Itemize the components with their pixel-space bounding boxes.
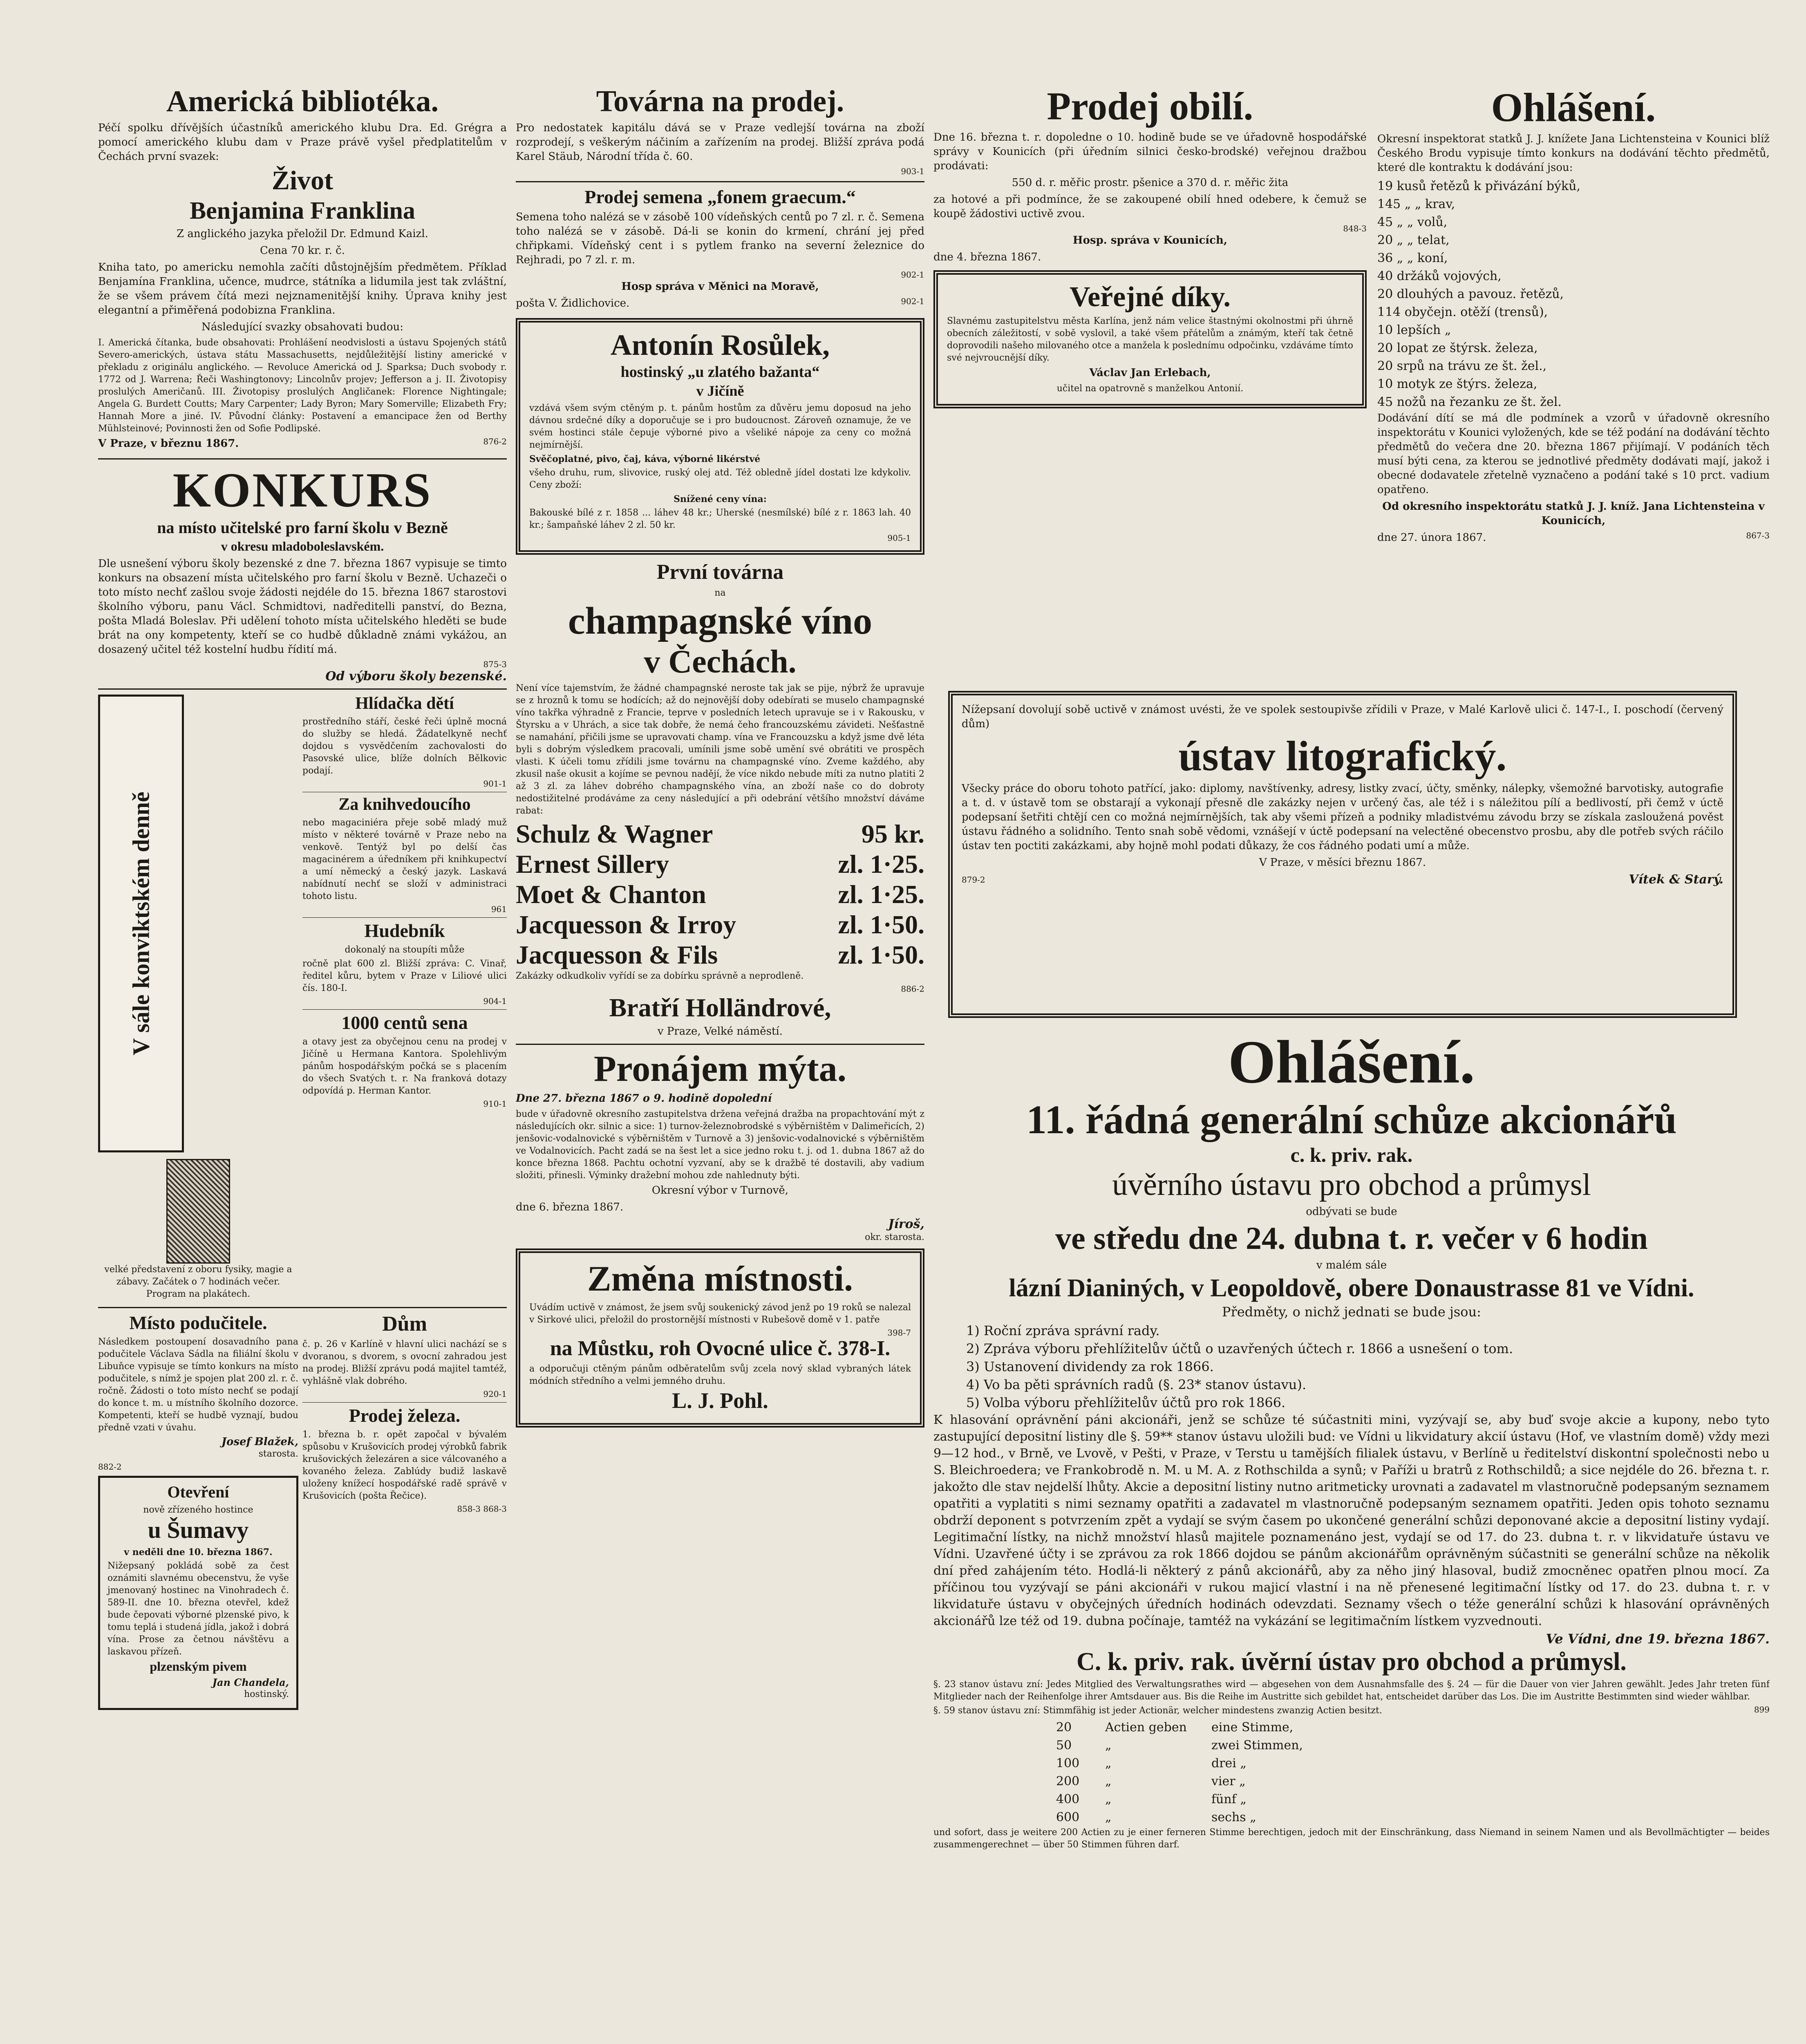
wine-price: zl. 1·25. — [838, 849, 924, 879]
divider — [302, 1009, 507, 1010]
semeno-ref-2: 902-1 — [901, 296, 924, 306]
champagne-note: Zakázky odkudkoliv vyřídí se za dobírku správně a neprodleně. — [516, 970, 804, 981]
diky-title: Veřejné díky. — [1069, 281, 1231, 313]
votes-n: 400 — [1056, 1792, 1080, 1806]
wine-price: zl. 1·25. — [838, 879, 924, 909]
column-1 — [98, 86, 507, 1716]
col1-bottom-right — [302, 1313, 507, 1716]
seno-body: a otavy jest za obyčejnou cenu na prodej v Jičíně u Hermana Kantora. Spolehlivým pánům hospodářským počká se s placením do všech Svatých t. r. Na franková dotazy odpovídá p. Herman Kantor. — [302, 1037, 507, 1096]
general-topic: 2) Zpráva výboru přehlížitelův účtů o uzavřených účtech r. 1866 a usnešení o tom. — [966, 1340, 1513, 1356]
obili-body-2: za hotové a při podmínce, že se zakoupené obilí hned odebere, k čemuž se koupě žádostivi uctivě zvou. — [933, 193, 1367, 220]
tovarna-prodej-body: Pro nedostatek kapitálu dává se v Praze vedlejší továrna na zboží rozprodejí, s veškerým náčiním a zařízením na prodej. Bližší zpráva podá Karel Stäub, Národní třída č. 60. — [516, 121, 924, 163]
myto-name: Jíroš, — [888, 1217, 924, 1232]
zmena-ad — [516, 1248, 924, 1428]
sumava-title: Otevření — [167, 1482, 229, 1501]
champagne-firm-sub: v Praze, Velké náměstí. — [657, 1025, 783, 1038]
konkurs-ad — [98, 464, 507, 684]
semeno-ref: 902-1 — [901, 269, 924, 280]
votes-a: „ — [1105, 1810, 1112, 1824]
zeleza-body: 1. března b. r. opět započal v bývalém spůsobu v Krušovicích prodej výrobků fabrik krušovických železáren a sice válcovaného a kovaného železa. Zablúdy budiž laskavě uloženy knížecí hospodářské radě správě v Krušovicích (pošta Řečice). — [302, 1430, 507, 1502]
votes-n: 50 — [1056, 1738, 1072, 1753]
rosulek-zbozi: všeho druhu, rum, slivovice, ruský olej atd. Též obledně jídel dostati lze kdykoliv. Ceny zboží: — [529, 468, 911, 491]
votes-b: fünf „ — [1211, 1792, 1247, 1806]
general-where: lázní Dianiných, v Leopoldově, obere Donaustrasse 81 ve Vídni. — [1009, 1274, 1694, 1302]
champagne-title-2: v Čechách. — [644, 643, 797, 680]
zeleza-ref: 858-3 868-3 — [457, 1504, 507, 1514]
ustav-ref: 879-2 — [962, 874, 985, 885]
ustav-body: Všecky práce do oboru tohoto patřící, jako: diplomy, navštívenky, adresy, listky zvací, účty, směnky, nálepky, všemožné barvotisky, autografie a t. d. v ústavě tom se obstarají a vykonají přesně dle zakázky nejen v určený čas, ale též i s náležitou pílí a bedlivostí, při čemž v úctě podepsaní šetřiti chtějí cen co možná nejmírnějších, tak aby všemi přízeň a podniky mladistvému závodu brzy se získala zasloužená pověst ústavu řádného a solidního. Tento snah sobě vědomi, vznášejí v úctě podepsaní na velectěné obecenstvo prosbu, aby dle potřeb svých ráčilo ústav ten poctiti zakázkami, aby hojně mohl podati důkazy, že cos řádného podati umí a může. — [962, 782, 1723, 852]
divider — [98, 458, 507, 459]
divider — [98, 1307, 507, 1308]
americka-contents-title: Následující svazky obsahovati budou: — [201, 320, 404, 333]
rosulek-sub: hostinský „u zlatého bažanta“ — [620, 363, 820, 381]
ohlaseni-item: 20 srpů na trávu ze št. žel., — [1377, 359, 1547, 373]
votes-b: vier „ — [1211, 1774, 1246, 1788]
ohlaseni-body: Okresní inspektorat statků J. J. knížete Jana Lichtensteina v Kounici blíž Českého Brodu vypisuje tímto konkurs na dodávání těchto předmětů, které dle kontraktu k dodávání jsou: — [1377, 133, 1770, 174]
wine-price: zl. 1·50. — [838, 910, 924, 939]
ohlaseni-item: 40 držáků vojových, — [1377, 269, 1502, 283]
sumava-sign-2: hostinský. — [244, 1689, 289, 1700]
votes-b: drei „ — [1211, 1756, 1247, 1771]
zmena-ref: 398-7 — [887, 1327, 911, 1338]
ustav-pre: Nížepsaní dovolují sobě uctivě v známost uvésti, že ve spolek sestoupivše zřídili v Praze, v Malé Karlově ulici č. 147-I., I. poschodí (červený dům) — [962, 704, 1723, 730]
diky-sign: Václav Jan Erlebach, — [1089, 367, 1211, 379]
ohlaseni-ad — [1377, 86, 1770, 547]
divider — [516, 181, 924, 182]
obili-items: 550 d. r. měřic prostr. pšenice a 370 d. r. měřic žita — [1012, 176, 1289, 189]
champagne-body: Není více tajemstvím, že žádné champagnské neroste tak jak se pije, nýbrž že upravuje se z hroznů k tomu se hodících; až do nejnovější doby odebírati se muselo champagnské víno takřka výhradně z Francie, teprve v posledních letech upravuje se i v Rakousku, v Štyrsku a v Uhrách, a sice tak dobře, že nemá čeho francouzskému závideti. Nešťastně se namahání, přičili jsme se upravovati champ. vína ve Francouzsku a když jsme dvě léta byli s dobrým výsledkem pracovali, umínili jsme sobě umění své obrátiti ve prospěch vlasti. K účeli tomu zřídili jsme továrnu na champagnské víno. Zveme každého, aby zkusil naše okusit a kojíme se pevnou nadějí, že více nikdo nebude míti za nutno platiti 2 až 3 zl. za láhev dobrého champagnského vína, an zboží naše co do dobroty nedostižitelné prodáváme za ceny následující a při odebrání většího množství dáváme rabat: — [516, 683, 924, 816]
sumava-sign: Jan Chandela, — [212, 1676, 289, 1689]
general-topics — [933, 1322, 1770, 1412]
diky-body: Slavnému zastupitelstvu města Karlína, jenž nám velice štastnými okolnostmi při úhrně obecních záležitostí, v sobě vyslovil, a také všem přátelům a známým, kteří tak četně doprovodili našeho milovaného otce a manžela k poslednímu odpočinku, vzdáváme tímto své nejvroucnější díky. — [947, 316, 1353, 363]
seno-ref: 910-1 — [483, 1099, 507, 1109]
general-where-pre: v malém sále — [1316, 1259, 1387, 1271]
americka-contents: I. Americká čítanka, bude obsahovati: Prohlášení neodvislosti a ústavu Spojených států Severo-amerických, ústava státu Massachusetts, nejdůležitější listiny americké v překladu z originálu anglického. — Revoluce Americká od J. Sparksa; Duch svobody r. 1772 od J. Warrena; Řeči Washingtonovy; Lincolnův projev; Jefferson a j. II. Životopisy proslulých Američanů. III. Životopisy proslulých Angličanek: Florence Nightingale; Angela G. Burdett Coutts; Mary Carpenter; Lady Byron; Mary Somerville; Elizabeth Fry; Hannah More a jiné. IV. Původní články: Postavení a emancipace žen od Berthy Mühlsteinové; Povinnosti žen od Sofie Podlipské. — [98, 337, 507, 434]
hudebnik-body: ročně plat 600 zl. Bližší zpráva: C. Vinař, ředitel kůru, bytem v Praze v Liliové ulici čís. 180-I. — [302, 959, 507, 994]
misto-sign: Josef Blažek, — [221, 1435, 298, 1448]
knihvedouci-body: nebo magaciniéra přeje sobě mladý muž místo v některé továrně v Praze nebo na venkově. Tentýž byl po delší čas magacinérem a úředníkem při knihkupectví a umí německý a český jazyk. Laskavá nabídnutí nechť se složí v administraci tohoto listu. — [302, 817, 507, 901]
votes-end: und sofort, dass je weitere 200 Actien zu je einer ferneren Stimme berechtigen, jedoch mit der Einschränkung, dass Niemand in seinem Namen und als Bevollmächtigter — beides zusammengerechnet — über 50 Stimmen führen darf. — [933, 1827, 1770, 1850]
wine-row — [516, 910, 924, 940]
hlidacka-ref: 901-1 — [483, 778, 507, 789]
general-note-1: §. 23 stanov ústavu zní: Jedes Mitglied des Verwaltungsrathes wird — abgesehen von dem Ausnahmsfalle des §. 24 — für die Dauer von vier Jahren gewählt. Jedes Jahr treten fünf Mitglieder nach der Reihenfolge ihrer Amtsdauer aus. Bis die Reihe im Austritte sich gebildet hat, entscheidet darüber das Los. Die im Austritte Bestimmten sind wieder wählbar. — [933, 1679, 1770, 1702]
col1-lower-right — [302, 695, 507, 1302]
zmena-title: Změna místnosti. — [587, 1259, 853, 1299]
obili-ad — [933, 86, 1367, 264]
americka-desc: Kniha tato, po americku nemohla začíti důstojnějším předmětem. Příklad Benjamína Franklina, učence, mudrce, státníka a lidumila jest tak zvláštní, že se všem právem čítá mezi nejznamenitější knihy. Úprava knihy jest elegantní a přiměřená podobizna Franklina. — [98, 261, 507, 316]
general-topic: 3) Ustanovení dividendy za rok 1866. — [966, 1358, 1214, 1374]
votes-b: sechs „ — [1211, 1810, 1256, 1824]
ohlaseni-items — [1377, 177, 1770, 411]
col1-lower — [98, 695, 507, 1302]
wine-row — [516, 849, 924, 879]
ohlaseni-ref: 867-3 — [1746, 531, 1770, 540]
sumava-beer: plzenským pivem — [150, 1659, 247, 1674]
ohlaseni-sign: Od okresního inspektorátu statků J. J. kníž. Jana Lichtensteina v Kounicích, — [1382, 500, 1765, 527]
wine-name: Schulz & Wagner — [516, 819, 713, 848]
divider — [98, 688, 507, 690]
general-title-2: 11. řádná generální schůze akcionářů — [1026, 1096, 1677, 1142]
zmena-addr: na Můstku, roh Ovocné ulice č. 378-I. — [550, 1336, 891, 1360]
rosulek-name: Antonín Rosůlek, — [610, 328, 830, 361]
ohlaseni-item: 36 „ „ koní, — [1377, 251, 1448, 265]
obili-date: dne 4. března 1867. — [933, 251, 1041, 263]
zmena-body: Uvádím uctivě v známost, že jsem svůj soukenický závod jenž po 19 roků se nalezal v Sirkové ulici, přeložil do prostornější místnosti v Rubešově domě v 1. patře — [529, 1302, 911, 1325]
semeno-body: Semena toho nalézá se v zásobě 100 vídeňských centů po 7 zl. r. č. Semena toho nalézá se v zásobě. Dá-li se konin do krmení, chrání jej před chřipkami. Vídeňský cent i s pytlem franko na severní železnice do Rejhradi, po 7 zl. r. m. — [516, 211, 924, 266]
americka-price: Cena 70 kr. r. č. — [260, 244, 345, 257]
ohlaseni-item: 114 obyčejn. otěží (trensů), — [1377, 305, 1548, 319]
knihvedouci-title: Za knihvedoucího — [338, 795, 471, 814]
column-2 — [516, 86, 924, 1434]
votes-n: 600 — [1056, 1810, 1080, 1824]
hudebnik-title: Hudebník — [364, 920, 445, 941]
ohlaseni-item: 20 dlouhých a pavouz. řetězů, — [1377, 287, 1564, 301]
obili-sign: Hosp. správa v Kounicích, — [1073, 234, 1227, 247]
ohlaseni-title: Ohlášení. — [1491, 86, 1656, 130]
konkurs-body: Dle usnešení výboru školy bezenské z dne 7. března 1867 vypisuje se timto konkurs na obsazení místa učitelského pro farní školu v Bezně. Uchazeči o toto místo nechť zašlou svoje žádosti nejdéle do 15. března 1867 starostovi školního výboru, panu Václ. Schmidtovi, nadředitelli panství, do Bezna, pošta Mladá Boleslav. Při udělení tohoto místa učitelského hleděti se bude brát na ony kompetenty, kteří se co hudbě důkladně známi vykážou, an dosazený učitel též kostelní hudbu řídití má. — [98, 557, 507, 656]
general-sign: C. k. priv. rak. úvěrní ústav pro obchod a průmysl. — [1076, 1647, 1627, 1676]
misto-title: Místo podučitele. — [129, 1312, 267, 1333]
general-topics-title: Předměty, o nichž jednati se bude jsou: — [1222, 1304, 1481, 1320]
general-place-date: Ve Vídni, dne 19. března 1867. — [1546, 1631, 1770, 1647]
myto-name-2: okr. starosta. — [865, 1232, 924, 1243]
rosulek-zbozi-title: Svěčoplatné, pivo, čaj, káva, výborné likérstvé — [529, 454, 761, 465]
general-ref: 899 — [1754, 1704, 1770, 1715]
misto-ref: 882-2 — [98, 1461, 122, 1472]
ohlaseni-item: 45 nožů na řezanku ze št. žel. — [1377, 395, 1562, 409]
konkurs-subtitle: na místo učitelské pro farní školu v Bezně — [157, 518, 448, 537]
obili-body: Dne 16. března t. r. dopoledne o 10. hodině bude se ve úřadovně hospodářské správy v Kounicích (při úředním silnici česko-brodské) veřejnou dražbou prodávati: — [933, 131, 1367, 172]
dum-title: Dům — [382, 1312, 427, 1336]
general-when: ve středu dne 24. dubna t. r. večer v 6 hodin — [1055, 1220, 1648, 1256]
votes-n: 200 — [1056, 1774, 1080, 1788]
general-note-2: §. 59 stanov ústavu zní: Stimmfähig ist jeder Actionär, welcher mindestens zwanzig Actien besitzt. — [933, 1705, 1382, 1716]
wine-price: 95 kr. — [861, 819, 924, 848]
champagne-pre: První továrna — [656, 560, 784, 584]
myto-date-2: dne 6. března 1867. — [516, 1201, 624, 1214]
americka-ref: 876-2 — [483, 436, 507, 446]
knihvedouci-ref: 961 — [491, 904, 507, 914]
votes-a: „ — [1105, 1774, 1112, 1788]
myto-sign: Okresní výbor v Turnově, — [651, 1184, 789, 1197]
rosulek-sub-2: v Jičíně — [696, 383, 744, 399]
general-sub: c. k. priv. rak. — [1290, 1143, 1413, 1166]
champagne-firm: Bratří Holländrové, — [609, 993, 831, 1022]
myto-title: Pronájem mýta. — [593, 1048, 847, 1089]
tovarna-prodej-ref: 903-1 — [901, 166, 924, 176]
wine-price: zl. 1·50. — [838, 940, 924, 969]
ohlaseni-item: 145 „ „ krav, — [1377, 197, 1455, 211]
column-4 — [1377, 86, 1770, 658]
performer-portrait — [166, 1159, 230, 1264]
votes-table — [1056, 1719, 1770, 1827]
votes-n: 20 — [1056, 1720, 1072, 1735]
konvikt-band — [98, 695, 184, 1152]
konkurs-subtitle-2: v okresu mladoboleslavském. — [221, 538, 384, 554]
obili-title: Prodej obilí. — [1047, 86, 1253, 128]
rosulek-ref: 905-1 — [887, 533, 911, 543]
votes-b: eine Stimme, — [1211, 1720, 1294, 1735]
americka-intro: Péčí spolku dřívějších účastníků amerického klubu Dra. Ed. Grégra a pomocí amerického klubu dam v Praze právě vyšel předplatitelům v Čechách první svazek: — [98, 121, 507, 163]
misto-sign-2: starosta. — [258, 1448, 298, 1459]
americka-sign: V Praze, v březnu 1867. — [98, 437, 239, 450]
champagne-ad — [516, 561, 924, 1038]
wine-row — [516, 819, 924, 849]
americka-subtitle-2: Benjamina Franklina — [190, 197, 415, 224]
tovarna-prodej-ad — [516, 86, 924, 176]
hlidacka-body: prostředního stáří, české řeči úplně mocná do služby se hledá. Žádatelkyně nechť dojdou s vysvědčením zachovalosti do Pasovské ulice, blíže dolních Bělkovic podají. — [302, 716, 507, 776]
general-sub-2: úvěrního ústavu pro obchod a průmysl — [1112, 1168, 1591, 1202]
hudebnik-ref: 904-1 — [483, 996, 507, 1006]
misto-body: Následkem postoupení dosavadního pana podučitele Václava Sádla na filiální školu v Libuňce vypisuje se tímto konkurs na místo podučitele, s nímž je spojen plat 200 zl. r. č. ročně. Žádosti o toto místo nechť se podají do konce t. m. u místního školního dozorce. Kompetenti, kteří se hudbě vyznají, budou předně vzati v úvahu. — [98, 1336, 298, 1433]
diky-ad — [933, 270, 1367, 409]
semeno-sign-2: pošta V. Židlichovice. — [516, 297, 630, 309]
ohlaseni-date: dne 27. února 1867. — [1377, 531, 1486, 544]
wine-row — [516, 879, 924, 910]
ohlaseni-body-2: Dodávání dítí se má dle podmínek a vzorů v úřadovně okresního inspektorátu v Kounici vyložených, kde se též podání na dodávání těchto předmětů do večera dne 20. března 1867 přijímají. V podáních těch musí býti cena, za kterou se jednotlivé předměty dodávati mají, jakož i obecné dodavatele zřetelně vyznačeno a podání také s 10 prct. vadium opatřeno. — [1377, 412, 1770, 496]
rosulek-prices: Bakouské bílé z r. 1858 ... láhev 48 kr.; Uherské (nesmílské) bílé z r. 1863 lah. 40 kr.; šampaňské láhev 2 zl. 50 kr. — [529, 508, 911, 531]
divider — [302, 1402, 507, 1403]
divider — [302, 917, 507, 918]
americka-subtitle: Život — [271, 165, 333, 195]
seno-title: 1000 centů sena — [341, 1012, 468, 1033]
ustav-title: ústav litografický. — [1178, 733, 1507, 780]
diky-sign-2: učitel na opatrovně s manželkou Antonií. — [1056, 383, 1244, 394]
general-topic: 5) Volba výboru přehlížitelův účtů pro rok 1866. — [966, 1394, 1286, 1410]
votes-a: „ — [1105, 1756, 1112, 1771]
semeno-title: Prodej semena „fonem graecum.“ — [584, 186, 856, 207]
sumava-ad — [98, 1476, 298, 1710]
ohlaseni-item: 45 „ „ volů, — [1377, 215, 1448, 229]
wine-list — [516, 819, 924, 970]
votes-a: „ — [1105, 1792, 1112, 1806]
myto-body: bude v úřadovně okresního zastupitelstva držena veřejná dražba na propachtování mýt z následujících okr. silnic a sice: 1) turnov-železnobrodské s výběrništěm v Dalimeřicích, 2) jenšovic-vodalnovické s výběrništěm v Turnově a 3) jenšovic-vodalnovické s výběrništěm ve Vodalnovicích. Pacht zadá se na šest let a sice jedno roku t. j. od 1. dubna 1867 až do konce března 1868. Pachtu ochotní vyzvaní, aby se k dražbě té dostavili, aby vadium složiti, přinesli. Výminky dražební mohou zde nahlednuty býti. — [516, 1109, 924, 1181]
americka-title: Americká bibliotéka. — [166, 86, 439, 118]
ohlaseni-item: 20 lopat ze štýrsk. železa, — [1377, 341, 1538, 355]
general-title: Ohlášení. — [1228, 1030, 1475, 1096]
hudebnik-sub: dokonalý na stoupíti může — [345, 945, 465, 955]
konvikt-text: velké představení z oboru fysiky, magie a zábavy. Začátek o 7 hodinách večer. Program na plakátech. — [104, 1264, 292, 1299]
ohlaseni-item: 20 „ „ telat, — [1377, 233, 1450, 247]
wine-row — [516, 940, 924, 970]
sumava-sub: nově zřízeného hostince — [143, 1504, 253, 1515]
zmena-sign: L. J. Pohl. — [672, 1388, 768, 1413]
zmena-body-2: a odporučuji ctěným pánům odběratelům svůj zcela nový sklad vybraných látek módních středního a velmi jemného druhu. — [529, 1364, 911, 1387]
col1-lower-left — [98, 695, 298, 1302]
wine-name: Moet & Chanton — [516, 879, 706, 909]
semeno-ad — [516, 187, 924, 313]
dum-body: č. p. 26 v Karlíně v hlavní ulici nachází se s dvoranou, s dvorem, s ovocní zahradou jest na prodej. Bližší zprávu podá majitel tamtéž, vyhlášně vlak dobrého. — [302, 1339, 507, 1387]
general-meeting-ad — [933, 1030, 1770, 2044]
myto-ad — [516, 1050, 924, 1244]
sumava-title-2: u Šumavy — [148, 1516, 249, 1543]
champagne-ref: 886-2 — [901, 984, 924, 994]
ohlaseni-item: 10 lepších „ — [1377, 323, 1451, 337]
general-body: K hlasování oprávnění páni akcionáři, jenž se schůze té súčastniti mini, vyzývají se, aby buď svoje akcie a kupony, nebo tyto zastupující depositní listiny dle §. 59** stanov ústavu uložili bud: ve Vídni u likvidatury akcií ústavu (Hof, ve vlastním domě) vždy mezi 9—12 hod., v Brně, ve Lvově, v Pešti, v Praze, v Terstu u tamějších filialek ústavu, v Berlíně u ředitelství diskontní společnosti nebo u S. Bleichroedera; ve Frankobrodě n. M. u M. A. z Rothschilda a synů; v Paříži u bratrů z Rothschildů; a sice nejdéle do 26. března t. r. jakožto dle stav nejdelší lhůty. Akcie a depositní listiny nutno aritmeticky urovnati a zadavatel m vlastnoručně podepsaným seznamem opatřiti a vyplatiti s nimi seznamy opatřiti a zadavatel m vlastnoručně podepsaným seznamem opatřiti. Jeden opis tohoto seznamu obdrží deponent s potvrzením zpět a vydají se svým časem po ukončené generální schůzi deponované akcie a depositní listiny vydají. Legitimační lístky, na nichž množství hlasů majitele poznamenáno jest, vydají se od 17. do 23. dubna t. r. v likvidatuře ústavu ve Vídni. Uzavřené účty i se zprávou za rok 1866 dojdou se pánům akcionářům oprávněným súčastniti se generální schůze na několik dní před zahájením této. Hodlá-li některý z pánů akcionářů, aby za něho jiný hlasoval, budiž zmocněnec opatřen plnou mocí. Za příčinou tou vyzývají se páni akcionáři v rukou majicí vlastní i na ně přenesené legitimační lístky od 17. do 23. dubna t. r. v likvidatuře ústavu v obyčejných úředních hodinách odevzdati. Seznamy všech o téže generální schůzi k hlasování oprávněných akcionářů lze též od 19. dubna počínaje, tamtéž na vykázání se legitimačním lístkem vyzvednouti. — [933, 1412, 1770, 1628]
americka-translator: Z anglického jazyka přeložil Dr. Edmund Kaizl. — [177, 227, 428, 240]
ustav-date: V Praze, v měsíci březnu 1867. — [1259, 856, 1426, 869]
konvikt-title: V sále konviktském denně — [128, 791, 154, 1056]
divider — [516, 1044, 924, 1045]
general-topic: 4) Vo ba pěti správních radů (§. 23* stanov ústavu). — [966, 1376, 1307, 1392]
konkurs-ref: 875-3 — [483, 659, 507, 669]
obili-ref: 848-3 — [1343, 223, 1367, 233]
konkurs-sign: Od výboru školy bezenské. — [325, 669, 507, 684]
ustav-sign: Vítek & Starý. — [1629, 872, 1723, 887]
konkurs-title: KONKURS — [172, 462, 432, 517]
wine-name: Ernest Sillery — [516, 849, 669, 879]
hlidacka-title: Hlídačka dětí — [355, 694, 454, 713]
champagne-title: champagnské víno — [568, 599, 873, 642]
semeno-sign: Hosp správa v Měnici na Moravě, — [621, 280, 819, 293]
votes-a: Actien geben — [1105, 1720, 1187, 1735]
votes-a: „ — [1105, 1738, 1112, 1753]
americka-ad — [98, 86, 507, 453]
ohlaseni-item: 19 kusů řetězů k přivázání býků, — [1377, 179, 1581, 193]
general-sub-3: odbývati se bude — [1306, 1205, 1397, 1218]
zeleza-title: Prodej železa. — [349, 1405, 461, 1426]
col1-bottom — [98, 1313, 507, 1716]
wine-name: Jacquesson & Irroy — [516, 910, 736, 939]
champagne-pre-2: na — [714, 587, 726, 598]
rosulek-body: vzdává všem svým ctěným p. t. pánům hostům za důvěru jemu doposud na jeho dávnou srdečné díky a doporučuje se i pro budoucnost. Zároveň oznamuje, že ve svém hostinci stále čepuje výborné pivo a všeliké nápoje za ceny co možná nejmírnější. — [529, 403, 911, 450]
sumava-body: Nižepsaný pokládá sobě za čest oznámiti slavnému obecenstvu, že vyše jmenovaný hostinec na Vinohradech č. 589-II. dne 10. března otevřel, kdež bude čepovati výborné plzenské pivo, k tomu teplá i studená jídla, jakož i dobrá vína. Prose za četnou návštěvu a laskavou přízeň. — [107, 1560, 289, 1657]
tovarna-prodej-title: Továrna na prodej. — [596, 86, 844, 118]
sumava-date: v neděli dne 10. března 1867. — [124, 1546, 273, 1558]
ohlaseni-item: 10 motyk ze štýrs. železa, — [1377, 377, 1537, 391]
col1-bottom-left — [98, 1313, 298, 1716]
dum-ref: 920-1 — [483, 1389, 507, 1399]
myto-date: Dne 27. března 1867 o 9. hodině dopolední — [516, 1092, 772, 1105]
ustav-ad — [948, 691, 1737, 1018]
votes-n: 100 — [1056, 1756, 1080, 1771]
rosulek-ad — [516, 318, 924, 555]
wine-name: Jacquesson & Fils — [516, 940, 718, 969]
rosulek-prices-title: Snížené ceny vína: — [674, 494, 767, 505]
votes-b: zwei Stimmen, — [1211, 1738, 1303, 1753]
general-topic: 1) Roční zpráva správní rady. — [966, 1322, 1160, 1338]
